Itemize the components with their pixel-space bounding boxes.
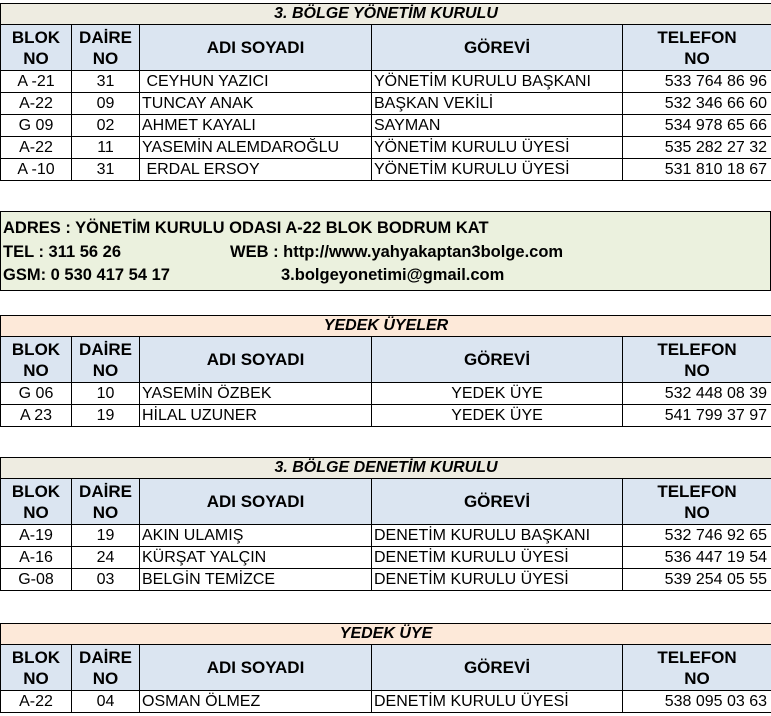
header-adi-soyadi: ADI SOYADI: [140, 645, 372, 691]
header-daire: DAİRE NO: [72, 337, 140, 383]
daire-cell: 24: [72, 547, 140, 569]
phone-cell: 531 810 18 67: [623, 159, 771, 181]
daire-cell: 10: [72, 383, 140, 405]
blok-cell: A 23: [1, 405, 72, 427]
header-row: [1, 25, 771, 71]
phone-cell: 532 346 66 60: [623, 93, 771, 115]
name-cell: AKIN ULAMIŞ: [140, 525, 372, 547]
phone-cell: 535 282 27 32: [623, 137, 771, 159]
yedek-uye-table: [0, 623, 771, 713]
daire-cell: 02: [72, 115, 140, 137]
name-cell: TUNCAY ANAK: [140, 93, 372, 115]
name-cell: AHMET KAYALI: [140, 115, 372, 137]
phone-cell: 532 448 08 39: [623, 383, 771, 405]
blok-cell: A-19: [1, 525, 72, 547]
phone-cell: 541 799 37 97: [623, 405, 771, 427]
table-row: [1, 93, 771, 115]
phone-cell: 539 254 05 55: [623, 569, 771, 591]
role-cell: YÖNETİM KURULU ÜYESİ: [372, 137, 623, 159]
section-title: 3. BÖLGE DENETİM KURULU: [1, 458, 771, 479]
header-daire: DAİRE NO: [72, 25, 140, 71]
role-cell: YÖNETİM KURULU ÜYESİ: [372, 159, 623, 181]
header-telefon: TELEFON NO: [623, 479, 771, 525]
header-telefon: TELEFON NO: [623, 337, 771, 383]
table-row: [1, 383, 771, 405]
role-cell: DENETİM KURULU ÜYESİ: [372, 691, 623, 713]
table-row: [1, 569, 771, 591]
header-adi-soyadi: ADI SOYADI: [140, 25, 372, 71]
blok-cell: A -21: [1, 71, 72, 93]
role-cell: DENETİM KURULU BAŞKANI: [372, 525, 623, 547]
table-row: [1, 525, 771, 547]
section-title: YEDEK ÜYELER: [1, 316, 771, 337]
denetim-kurulu-table: [0, 457, 771, 591]
name-cell: ERDAL ERSOY: [140, 159, 372, 181]
yedek-uye-section: [0, 623, 771, 713]
header-daire: DAİRE NO: [72, 645, 140, 691]
table-row: [1, 115, 771, 137]
header-row: [1, 337, 771, 383]
contact-info-box: [0, 211, 771, 291]
phone-text: TEL : 311 56 26: [3, 243, 122, 261]
header-adi-soyadi: ADI SOYADI: [140, 337, 372, 383]
yonetim-kurulu-table: [0, 3, 771, 181]
blok-cell: A -10: [1, 159, 72, 181]
blok-cell: A-22: [1, 691, 72, 713]
yedek-uyeler-section: [0, 315, 771, 427]
header-gorevi: GÖREVİ: [372, 25, 623, 71]
name-cell: YASEMİN ÖZBEK: [140, 383, 372, 405]
daire-cell: 19: [72, 405, 140, 427]
header-blok: BLOK NO: [1, 337, 72, 383]
role-cell: SAYMAN: [372, 115, 623, 137]
denetim-kurulu-section: [0, 457, 771, 591]
name-cell: YASEMİN ALEMDAROĞLU: [140, 137, 372, 159]
role-cell: BAŞKAN VEKİLİ: [372, 93, 623, 115]
daire-cell: 04: [72, 691, 140, 713]
section-title: YEDEK ÜYE: [1, 624, 771, 645]
name-cell: HİLAL UZUNER: [140, 405, 372, 427]
header-blok: BLOK NO: [1, 645, 72, 691]
header-row: [1, 479, 771, 525]
header-gorevi: GÖREVİ: [372, 645, 623, 691]
name-cell: CEYHUN YAZICI: [140, 71, 372, 93]
header-adi-soyadi: ADI SOYADI: [140, 479, 372, 525]
yonetim-kurulu-section: [0, 3, 771, 181]
table-row: [1, 547, 771, 569]
header-telefon: TELEFON NO: [623, 645, 771, 691]
header-row: [1, 645, 771, 691]
phone-cell: 532 746 92 65: [623, 525, 771, 547]
role-cell: YEDEK ÜYE: [372, 405, 623, 427]
daire-cell: 11: [72, 137, 140, 159]
header-blok: BLOK NO: [1, 25, 72, 71]
blok-cell: A-22: [1, 137, 72, 159]
header-telefon: TELEFON NO: [623, 25, 771, 71]
blok-cell: A-16: [1, 547, 72, 569]
header-gorevi: GÖREVİ: [372, 337, 623, 383]
daire-cell: 09: [72, 93, 140, 115]
role-cell: DENETİM KURULU ÜYESİ: [372, 569, 623, 591]
phone-cell: 533 764 86 96: [623, 71, 771, 93]
daire-cell: 31: [72, 71, 140, 93]
section-title: 3. BÖLGE YÖNETİM KURULU: [1, 4, 771, 25]
web-link[interactable]: WEB : http://www.yahyakaptan3bolge.com: [230, 243, 564, 261]
yedek-uyeler-table: [0, 315, 771, 427]
gsm-text: GSM: 0 530 417 54 17: [3, 266, 170, 284]
header-gorevi: GÖREVİ: [372, 479, 623, 525]
blok-cell: A-22: [1, 93, 72, 115]
daire-cell: 19: [72, 525, 140, 547]
role-cell: DENETİM KURULU ÜYESİ: [372, 547, 623, 569]
header-blok: BLOK NO: [1, 479, 72, 525]
role-cell: YEDEK ÜYE: [372, 383, 623, 405]
header-daire: DAİRE NO: [72, 479, 140, 525]
table-row: [1, 71, 771, 93]
name-cell: BELGİN TEMİZCE: [140, 569, 372, 591]
address-text: ADRES : YÖNETİM KURULU ODASI A-22 BLOK BODRUM KAT: [3, 219, 489, 237]
email-link[interactable]: 3.bolgeyonetimi@gmail.com: [281, 266, 505, 284]
table-row: [1, 405, 771, 427]
role-cell: YÖNETİM KURULU BAŞKANI: [372, 71, 623, 93]
phone-cell: 534 978 65 66: [623, 115, 771, 137]
blok-cell: G 06: [1, 383, 72, 405]
phone-cell: 538 095 03 63: [623, 691, 771, 713]
phone-cell: 536 447 19 54: [623, 547, 771, 569]
table-row: [1, 159, 771, 181]
table-row: [1, 691, 771, 713]
table-row: [1, 137, 771, 159]
name-cell: KÜRŞAT YALÇIN: [140, 547, 372, 569]
name-cell: OSMAN ÖLMEZ: [140, 691, 372, 713]
daire-cell: 03: [72, 569, 140, 591]
blok-cell: G 09: [1, 115, 72, 137]
daire-cell: 31: [72, 159, 140, 181]
blok-cell: G-08: [1, 569, 72, 591]
